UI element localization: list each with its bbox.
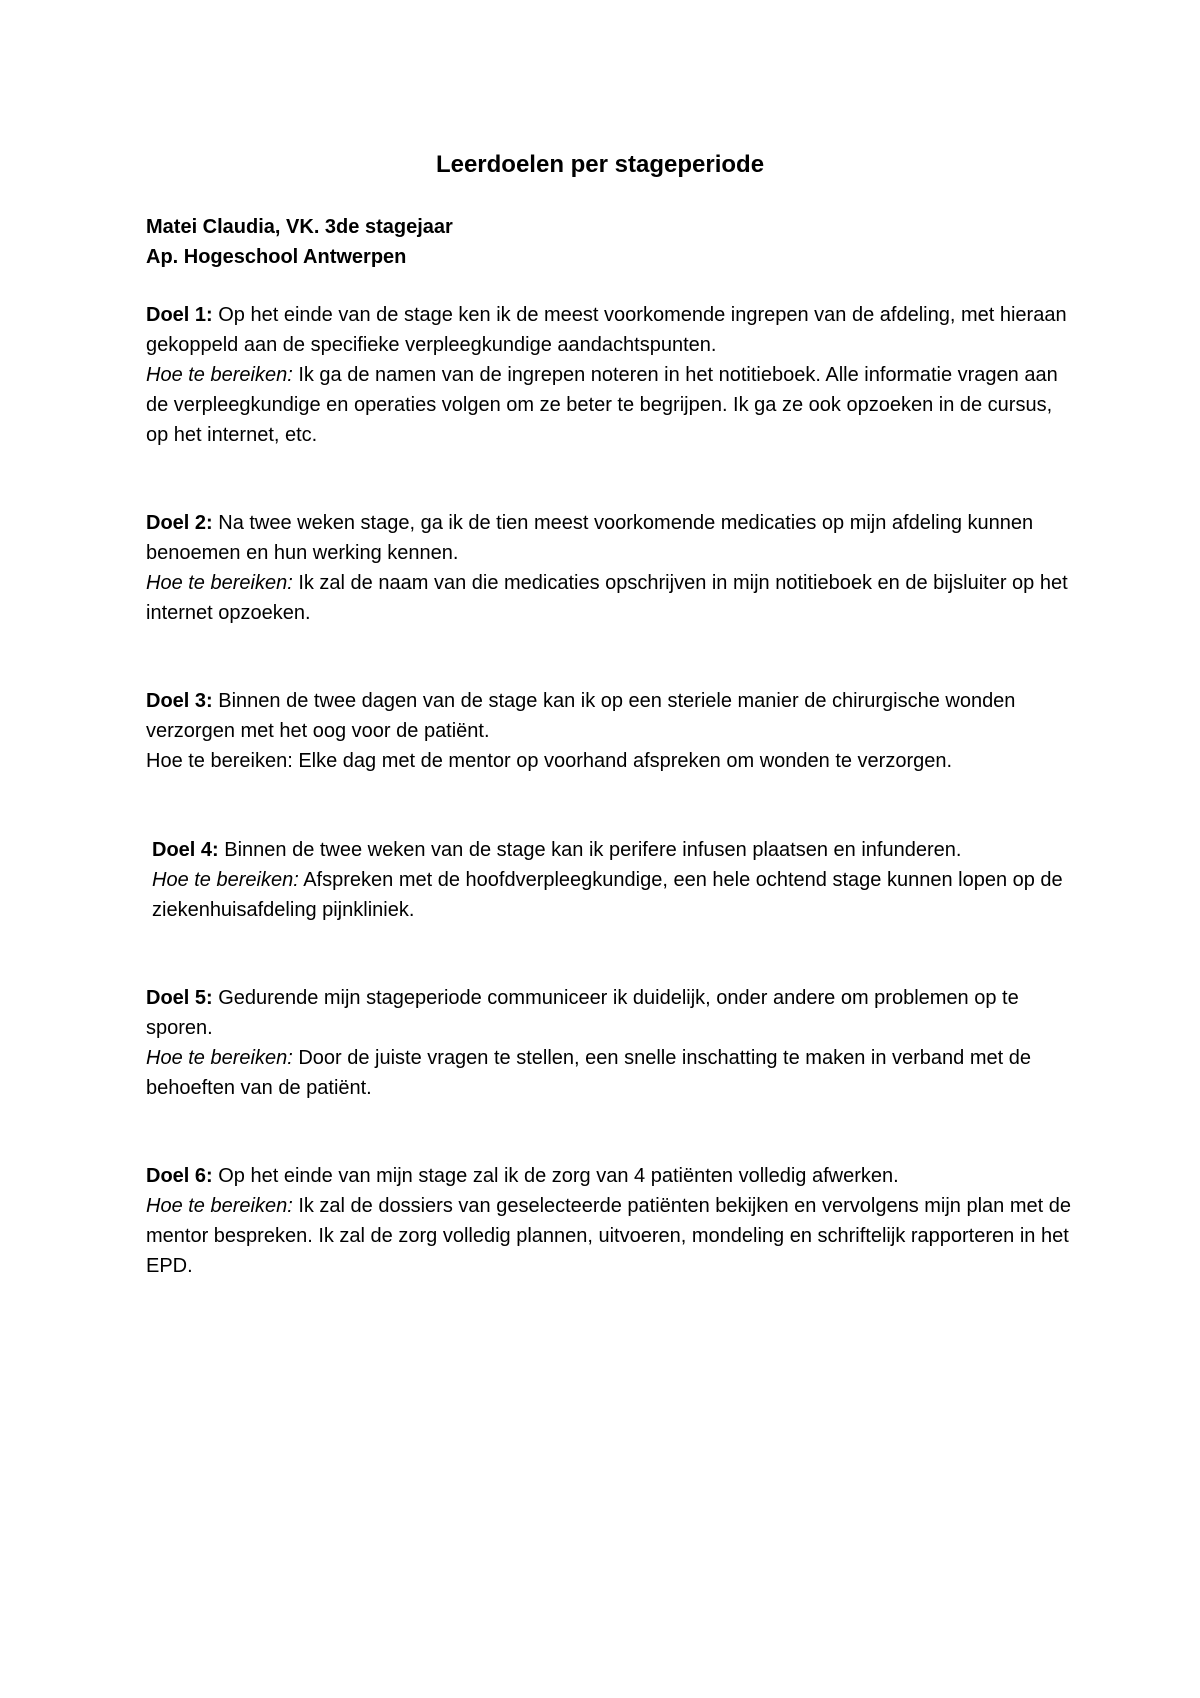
approach-label: Hoe te bereiken: [146,1195,293,1217]
goal-approach [152,865,1082,925]
goal-label: Doel 3: [146,690,213,712]
approach-label: Hoe te bereiken: [146,364,293,386]
goal-label: Doel 4: [152,839,219,861]
goal-text: Op het einde van de stage ken ik de meest voorkomende ingrepen van de afdeling, met hieraan gekoppeld aan de specifieke verpleegkundige aandachtspunten. [146,304,1067,356]
goal-text: Gedurende mijn stageperiode communiceer ik duidelijk, onder andere om problemen op te sporen. [146,987,1019,1039]
goal-statement [146,686,1076,746]
student-info [146,212,1076,272]
goal-3 [146,686,1076,776]
goal-label: Doel 5: [146,987,213,1009]
goal-approach [146,1043,1076,1103]
approach-label: Hoe te bereiken: [146,572,293,594]
approach-label: Hoe te bereiken: [152,869,299,891]
document-title: Leerdoelen per stageperiode [435,151,765,178]
goal-approach [146,746,1076,776]
approach-text: Ik zal de naam van die medicaties opschrijven in mijn notitieboek en de bijsluiter op het internet opzoeken. [146,572,1068,624]
goal-approach [146,360,1076,450]
goal-4 [152,835,1082,925]
goal-2 [146,508,1076,628]
goal-text: Op het einde van mijn stage zal ik de zorg van 4 patiënten volledig afwerken. [212,1165,899,1187]
goal-approach [146,568,1076,628]
goal-statement [146,300,1076,360]
school-line: Ap. Hogeschool Antwerpen [146,246,407,268]
goal-label: Doel 6: [146,1165,213,1187]
goal-statement [152,835,1082,865]
goal-6 [146,1161,1076,1281]
goal-text: Na twee weken stage, ga ik de tien meest voorkomende medicaties op mijn afdeling kunnen benoemen en hun werking kennen. [146,512,1034,564]
approach-text: Afspreken met de hoofdverpleegkundige, een hele ochtend stage kunnen lopen op de ziekenhuisafdeling pijnkliniek. [152,869,1063,921]
goal-label: Doel 2: [146,512,213,534]
goal-statement [146,1161,1076,1191]
student-line: Matei Claudia, VK. 3de stagejaar [146,216,453,238]
goal-statement [146,983,1076,1043]
approach-label: Hoe te bereiken: [146,750,293,772]
approach-text: Ik zal de dossiers van geselecteerde patiënten bekijken en vervolgens mijn plan met de mentor bespreken. Ik zal de zorg volledig plannen, uitvoeren, mondeling en schriftelijk rapporteren in het EPD. [146,1195,1071,1277]
goal-text: Binnen de twee weken van de stage kan ik perifere infusen plaatsen en infunderen. [218,839,962,861]
goal-statement [146,508,1076,568]
goal-text: Binnen de twee dagen van de stage kan ik op een steriele manier de chirurgische wonden verzorgen met het oog voor de patiënt. [146,690,1016,742]
approach-text: Elke dag met de mentor op voorhand afspreken om wonden te verzorgen. [292,750,953,772]
goal-5 [146,983,1076,1103]
goal-label: Doel 1: [146,304,213,326]
approach-text: Ik ga de namen van de ingrepen noteren in het notitieboek. Alle informatie vragen aan de verpleegkundige en operaties volgen om ze beter te begrijpen. Ik ga ze ook opzoeken in de cursus, op het internet, etc. [146,364,1058,446]
approach-text: Door de juiste vragen te stellen, een snelle inschatting te maken in verband met de behoeften van de patiënt. [146,1047,1031,1099]
goal-1 [146,300,1076,450]
approach-label: Hoe te bereiken: [146,1047,293,1069]
goal-approach [146,1191,1076,1281]
